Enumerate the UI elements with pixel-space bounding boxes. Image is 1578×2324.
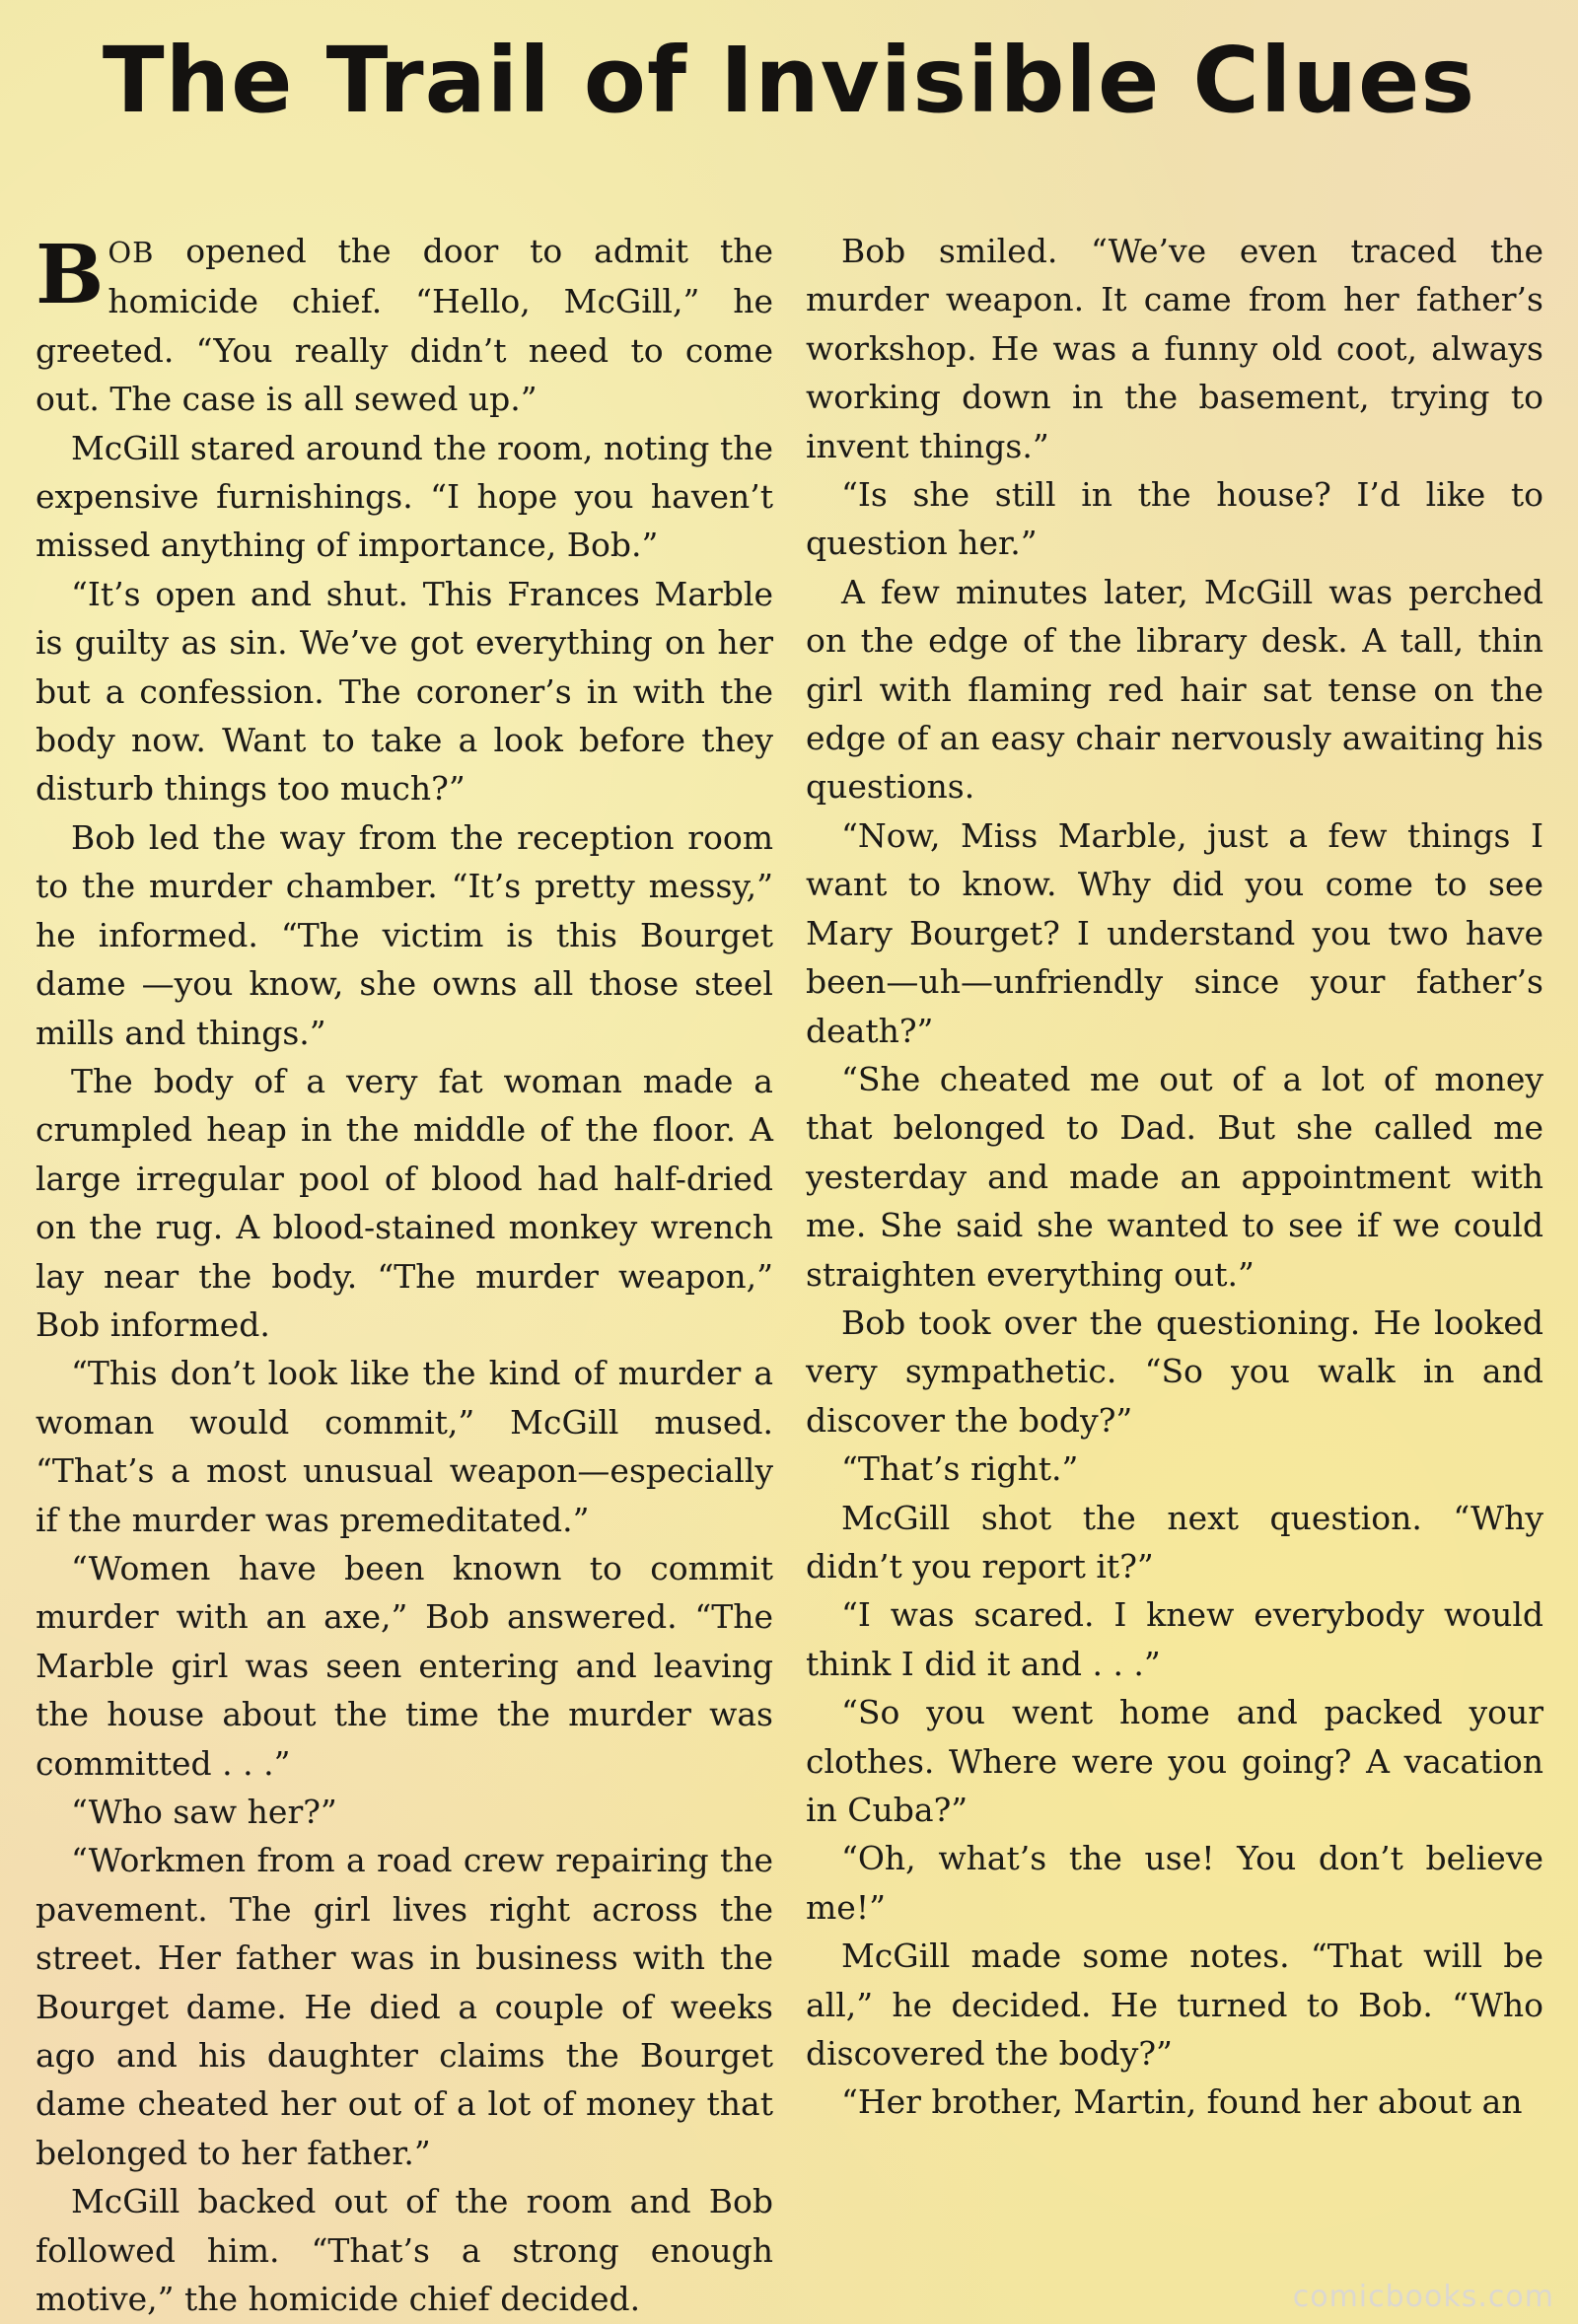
paragraph: “Who saw her?” [71,1793,337,1831]
paragraph: “Is she still in the house? I’d like to question her.” [806,475,1543,563]
paragraph: “That’s right.” [841,1449,1079,1489]
paragraph: “It’s open and shut. This Frances Marble is guilty as sin. We’ve got everything on her but a confession. The coroner’s in with the body now. Want to take a look before they disturb things too much?” [36,574,773,809]
paragraph: “She cheated me out of a lot of money that belonged to Dad. But she called me yesterday and made an appointment with me. She said she wanted to see if we could straighten everything out.” [806,1059,1543,1294]
paragraph: “Workmen from a road crew repairing the pavement. The girl lives right across the street. Her father was in business with the Bourget dame. He died a couple of weeks ago and his daughter claims the Bourget dame cheated her out of a lot of money that belonged to her father.” [36,1841,773,2172]
watermark: comicbooks.com [1292,2280,1554,2314]
paragraph: “Women have been known to commit murder with an axe,” Bob answered. “The Marble girl was seen entering and leaving the house about the time the murder was committed . . .” [36,1548,773,1783]
paragraph: “Her brother, Martin, found her about an [841,2082,1523,2122]
paragraph: A few minutes later, McGill was perched on the edge of the library desk. A tall, thin girl with flaming red hair sat tense on the edge of an easy chair nervously awaiting his questions. [806,572,1543,807]
paragraph: “Oh, what’s the use! You don’t believe me!” [806,1839,1543,1927]
drop-cap: B [36,228,105,322]
right-column [806,227,1543,2127]
left-column [36,227,773,2323]
paragraph: Bob smiled. “We’ve even traced the murder weapon. It came from her father’s workshop. He was a funny old coot, always working down in the basement, trying to invent things.” [806,232,1543,465]
paragraph: “This don’t look like the kind of murder a woman would commit,” McGill mused. “That’s a most unusual weapon—especially if the murder was premeditated.” [36,1354,773,1539]
opening-paragraph [36,227,773,424]
paragraph: The body of a very fat woman made a crumpled heap in the middle of the floor. A large irregular pool of blood had half-dried on the rug. A blood-stained monkey wrench lay near the body. “The murder weapon,” Bob informed. [36,1061,773,1344]
paragraph: McGill backed out of the room and Bob followed him. “That’s a strong enough motive,” the homicide chief decided. [36,2182,773,2319]
paragraph: “So you went home and packed your clothes. Where were you going? A vacation in Cuba?” [806,1693,1543,1829]
lead-in: OB [108,236,155,269]
paragraph: McGill made some notes. “That will be all,” he decided. He turned to Bob. “Who discovered the body?” [806,1937,1543,2074]
paragraph: Bob took over the questioning. He looked very sympathetic. “So you walk in and discover the body?” [806,1303,1543,1440]
story-title: The Trail of Invisible Clues [102,28,1476,133]
paragraph: Bob led the way from the reception room to the murder chamber. “It’s pretty messy,” he informed. “The victim is this Bourget dame —you know, she owns all those steel mills and things.” [36,817,773,1052]
paragraph: “I was scared. I knew everybody would think I did it and . . .” [806,1595,1543,1683]
paragraph: McGill stared around the room, noting the expensive furnishings. “I hope you haven’t missed anything of importance, Bob.” [36,428,773,565]
paragraph: McGill shot the next question. “Why didn’t you report it?” [806,1498,1543,1585]
paragraph: “Now, Miss Marble, just a few things I want to know. Why did you come to see Mary Bourget? I understand you two have been—uh—unfriendly since your father’s death?” [806,815,1543,1050]
opening-text: opened the door to admit the homicide chief. “Hello, McGill,” he greeted. “You really didn’t need to come out. The case is all sewed up.” [36,232,773,419]
